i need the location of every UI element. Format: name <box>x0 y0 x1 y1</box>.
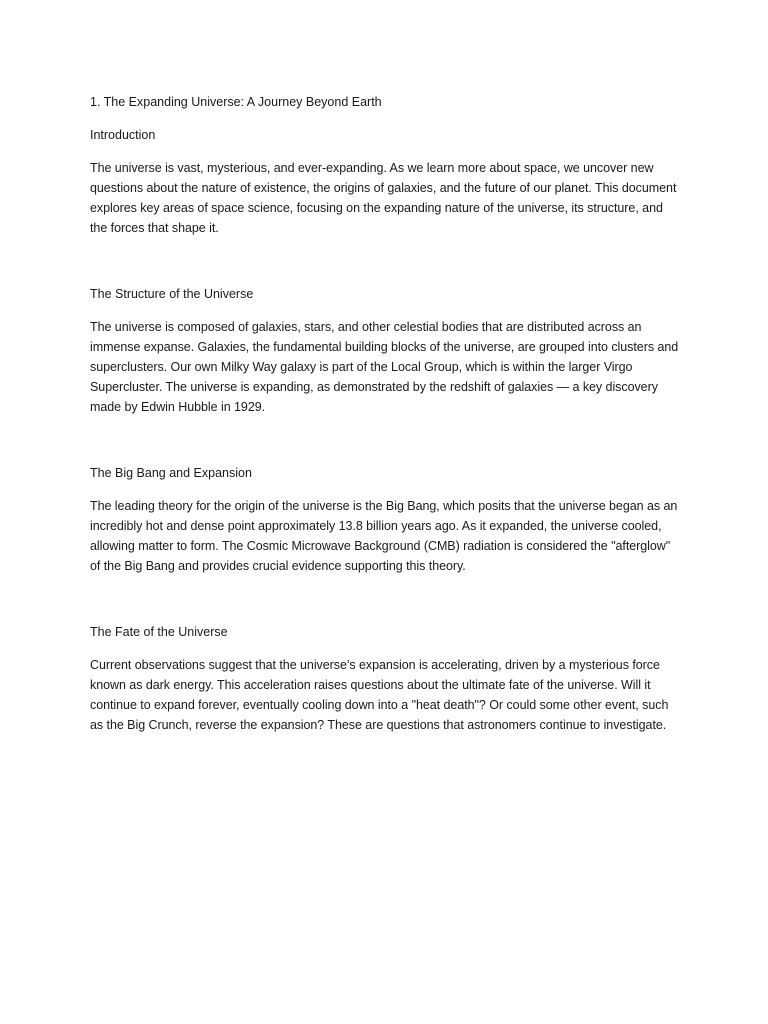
section-introduction <box>90 125 680 238</box>
section-paragraph: The universe is vast, mysterious, and ever-expanding. As we learn more about space, we uncover new questions about the nature of existence, the origins of galaxies, and the future of our planet. This document explores key areas of space science, focusing on the expanding nature of the universe, its structure, and the forces that shape it. <box>90 161 677 235</box>
section-big-bang <box>90 463 680 576</box>
paragraph-spacer <box>90 238 680 284</box>
section-heading: The Fate of the Universe <box>90 625 228 639</box>
document-body <box>90 92 680 735</box>
section-paragraph: The leading theory for the origin of the universe is the Big Bang, which posits that the universe began as an incredibly hot and dense point approximately 13.8 billion years ago. As it expanded, the universe cooled, allowing matter to form. The Cosmic Microwave Background (CMB) radiation is considered the "afterglow" of the Big Bang and provides crucial evidence supporting this theory. <box>90 499 678 573</box>
section-heading: Introduction <box>90 128 156 142</box>
section-paragraph: The universe is composed of galaxies, stars, and other celestial bodies that are distributed across an immense expanse. Galaxies, the fundamental building blocks of the universe, are grouped into clusters and superclusters. Our own Milky Way galaxy is part of the Local Group, which is within the larger Virgo Supercluster. The universe is expanding, as demonstrated by the redshift of galaxies — a key discovery made by Edwin Hubble in 1929. <box>90 320 679 414</box>
section-paragraph: Current observations suggest that the universe’s expansion is accelerating, driven by a mysterious force known as dark energy. This acceleration raises questions about the ultimate fate of the universe. Will it continue to expand forever, eventually cooling down into a "heat death"? Or could some other event, such as the Big Crunch, reverse the expansion? These are questions that astronomers continue to investigate. <box>90 658 669 732</box>
section-heading: The Big Bang and Expansion <box>90 466 252 480</box>
paragraph-spacer <box>90 417 680 463</box>
section-heading: The Structure of the Universe <box>90 287 254 301</box>
document-title: 1. The Expanding Universe: A Journey Beyond Earth <box>90 95 382 109</box>
section-fate <box>90 622 680 735</box>
paragraph-spacer <box>90 576 680 622</box>
section-structure <box>90 284 680 417</box>
